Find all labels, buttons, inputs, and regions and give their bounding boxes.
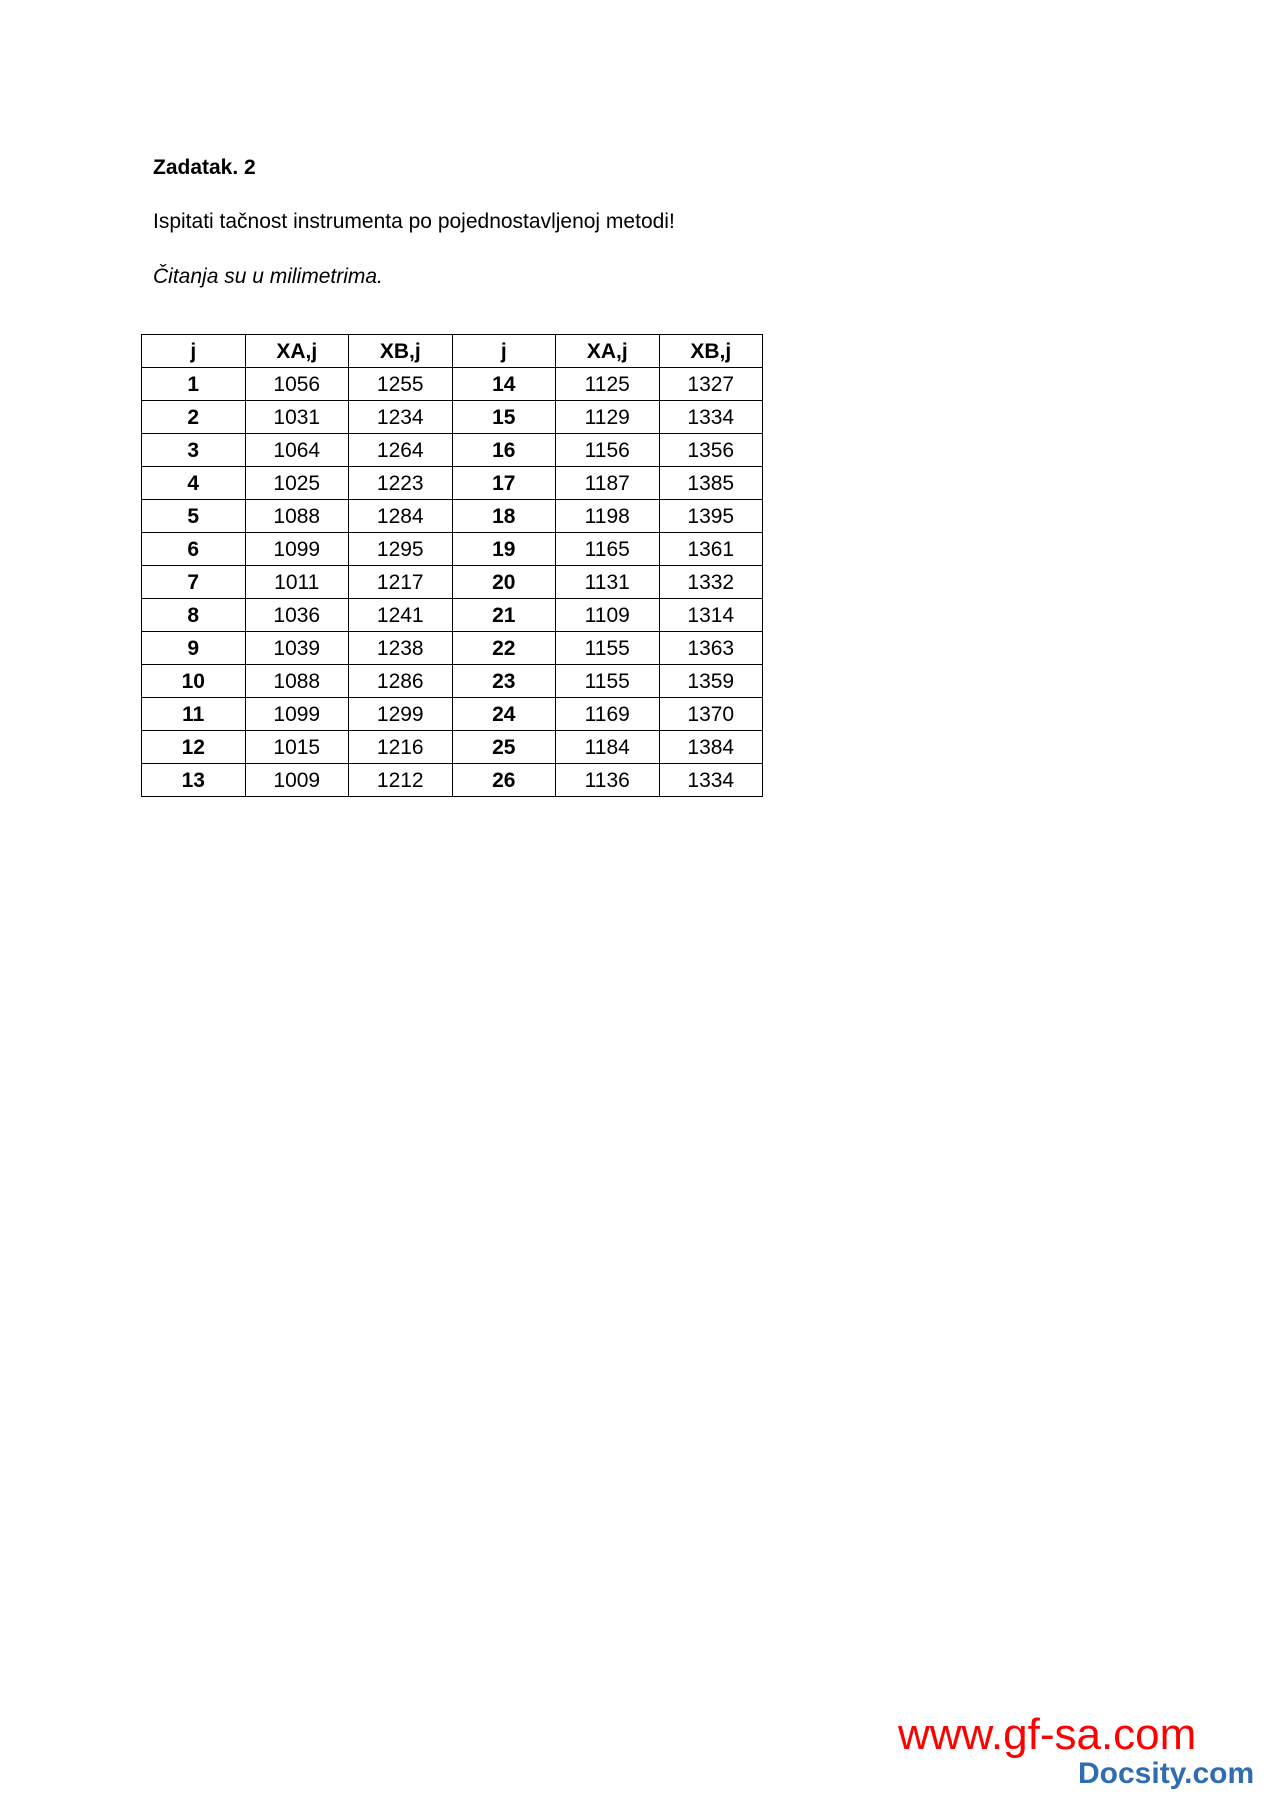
reading-cell: 1088 bbox=[245, 500, 349, 533]
row-index-cell: 25 bbox=[452, 731, 556, 764]
table-row bbox=[142, 434, 763, 467]
header-xa-right: XA,j bbox=[556, 335, 660, 368]
reading-cell: 1129 bbox=[556, 401, 660, 434]
reading-cell: 1385 bbox=[659, 467, 763, 500]
reading-cell: 1039 bbox=[245, 632, 349, 665]
table-row bbox=[142, 632, 763, 665]
row-index-cell: 8 bbox=[142, 599, 246, 632]
table-row bbox=[142, 401, 763, 434]
reading-cell: 1088 bbox=[245, 665, 349, 698]
reading-cell: 1241 bbox=[349, 599, 453, 632]
table-body bbox=[142, 368, 763, 797]
header-j-left: j bbox=[142, 335, 246, 368]
row-index-cell: 19 bbox=[452, 533, 556, 566]
header-xb-left: XB,j bbox=[349, 335, 453, 368]
table-row bbox=[142, 731, 763, 764]
row-index-cell: 12 bbox=[142, 731, 246, 764]
row-index-cell: 16 bbox=[452, 434, 556, 467]
task-instruction: Ispitati tačnost instrumenta po pojednostavljenoj metodi! bbox=[153, 210, 675, 233]
row-index-cell: 22 bbox=[452, 632, 556, 665]
row-index-cell: 5 bbox=[142, 500, 246, 533]
reading-cell: 1356 bbox=[659, 434, 763, 467]
reading-cell: 1299 bbox=[349, 698, 453, 731]
reading-cell: 1286 bbox=[349, 665, 453, 698]
row-index-cell: 1 bbox=[142, 368, 246, 401]
reading-cell: 1064 bbox=[245, 434, 349, 467]
reading-cell: 1295 bbox=[349, 533, 453, 566]
row-index-cell: 15 bbox=[452, 401, 556, 434]
table-row bbox=[142, 500, 763, 533]
reading-cell: 1234 bbox=[349, 401, 453, 434]
reading-cell: 1217 bbox=[349, 566, 453, 599]
reading-cell: 1198 bbox=[556, 500, 660, 533]
watermark-site: www.gf-sa.com bbox=[898, 1710, 1197, 1759]
row-index-cell: 23 bbox=[452, 665, 556, 698]
reading-cell: 1223 bbox=[349, 467, 453, 500]
reading-cell: 1099 bbox=[245, 533, 349, 566]
reading-cell: 1155 bbox=[556, 632, 660, 665]
row-index-cell: 6 bbox=[142, 533, 246, 566]
row-index-cell: 18 bbox=[452, 500, 556, 533]
reading-cell: 1363 bbox=[659, 632, 763, 665]
reading-cell: 1327 bbox=[659, 368, 763, 401]
reading-cell: 1011 bbox=[245, 566, 349, 599]
row-index-cell: 4 bbox=[142, 467, 246, 500]
reading-cell: 1131 bbox=[556, 566, 660, 599]
row-index-cell: 7 bbox=[142, 566, 246, 599]
reading-cell: 1125 bbox=[556, 368, 660, 401]
row-index-cell: 24 bbox=[452, 698, 556, 731]
table-row bbox=[142, 665, 763, 698]
reading-cell: 1334 bbox=[659, 401, 763, 434]
reading-cell: 1384 bbox=[659, 731, 763, 764]
reading-cell: 1156 bbox=[556, 434, 660, 467]
table-row bbox=[142, 467, 763, 500]
table-row bbox=[142, 599, 763, 632]
row-index-cell: 20 bbox=[452, 566, 556, 599]
reading-cell: 1314 bbox=[659, 599, 763, 632]
reading-cell: 1109 bbox=[556, 599, 660, 632]
reading-cell: 1255 bbox=[349, 368, 453, 401]
table-row bbox=[142, 764, 763, 797]
reading-cell: 1099 bbox=[245, 698, 349, 731]
row-index-cell: 2 bbox=[142, 401, 246, 434]
reading-cell: 1136 bbox=[556, 764, 660, 797]
table-row bbox=[142, 368, 763, 401]
reading-cell: 1056 bbox=[245, 368, 349, 401]
row-index-cell: 3 bbox=[142, 434, 246, 467]
reading-cell: 1184 bbox=[556, 731, 660, 764]
row-index-cell: 17 bbox=[452, 467, 556, 500]
reading-cell: 1009 bbox=[245, 764, 349, 797]
row-index-cell: 21 bbox=[452, 599, 556, 632]
reading-cell: 1165 bbox=[556, 533, 660, 566]
table-row bbox=[142, 566, 763, 599]
row-index-cell: 10 bbox=[142, 665, 246, 698]
task-title: Zadatak. 2 bbox=[153, 156, 256, 179]
readings-table bbox=[141, 334, 763, 797]
reading-cell: 1155 bbox=[556, 665, 660, 698]
header-xb-right: XB,j bbox=[659, 335, 763, 368]
watermark-brand: Docsity.com bbox=[1078, 1757, 1255, 1790]
units-note: Čitanja su u milimetrima. bbox=[153, 265, 383, 288]
reading-cell: 1238 bbox=[349, 632, 453, 665]
header-xa-left: XA,j bbox=[245, 335, 349, 368]
reading-cell: 1334 bbox=[659, 764, 763, 797]
header-j-right: j bbox=[452, 335, 556, 368]
row-index-cell: 13 bbox=[142, 764, 246, 797]
reading-cell: 1216 bbox=[349, 731, 453, 764]
reading-cell: 1036 bbox=[245, 599, 349, 632]
reading-cell: 1025 bbox=[245, 467, 349, 500]
reading-cell: 1264 bbox=[349, 434, 453, 467]
reading-cell: 1187 bbox=[556, 467, 660, 500]
reading-cell: 1015 bbox=[245, 731, 349, 764]
reading-cell: 1332 bbox=[659, 566, 763, 599]
reading-cell: 1395 bbox=[659, 500, 763, 533]
reading-cell: 1031 bbox=[245, 401, 349, 434]
reading-cell: 1361 bbox=[659, 533, 763, 566]
table-row bbox=[142, 533, 763, 566]
reading-cell: 1284 bbox=[349, 500, 453, 533]
table-row bbox=[142, 698, 763, 731]
row-index-cell: 14 bbox=[452, 368, 556, 401]
reading-cell: 1370 bbox=[659, 698, 763, 731]
row-index-cell: 11 bbox=[142, 698, 246, 731]
reading-cell: 1212 bbox=[349, 764, 453, 797]
reading-cell: 1359 bbox=[659, 665, 763, 698]
reading-cell: 1169 bbox=[556, 698, 660, 731]
table-header-row bbox=[142, 335, 763, 368]
row-index-cell: 26 bbox=[452, 764, 556, 797]
row-index-cell: 9 bbox=[142, 632, 246, 665]
